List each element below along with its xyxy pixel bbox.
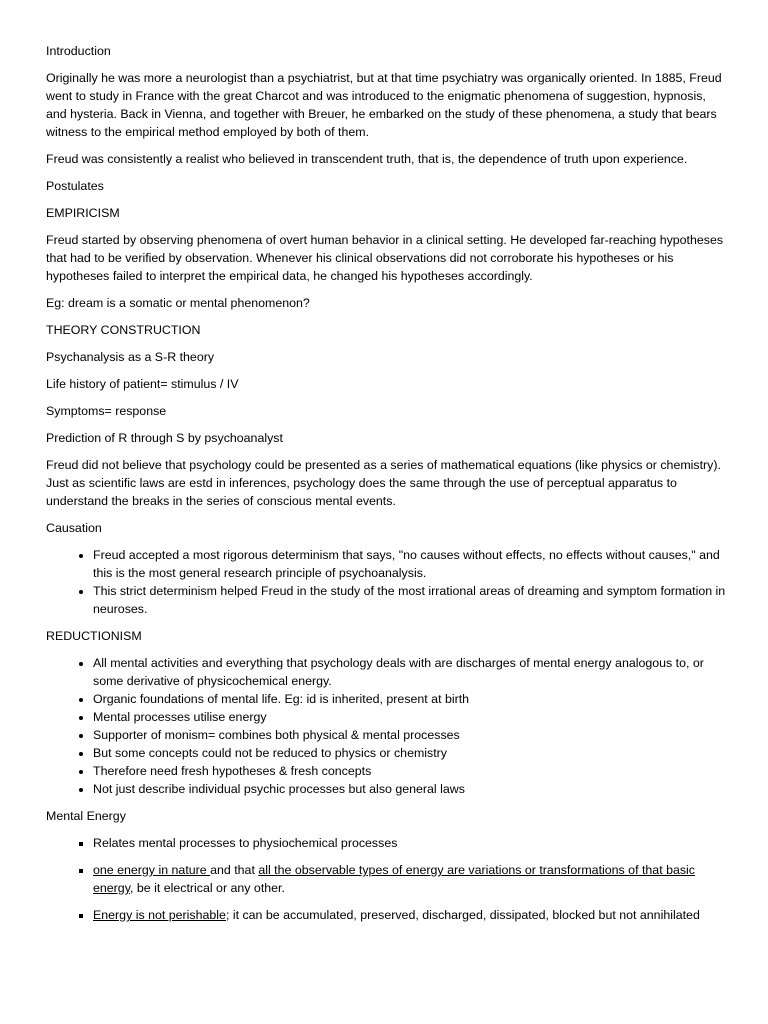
underlined-text: one energy in nature [93,863,211,877]
list-item-text: , be it electrical or any other. [129,881,285,895]
life-history-line: Life history of patient= stimulus / IV [46,377,239,391]
sr-theory-line: Psychanalysis as a S-R theory [46,350,215,364]
heading-theory-construction: THEORY CONSTRUCTION [46,323,201,337]
heading-mental-energy: Mental Energy [46,809,126,823]
list-item: • Organic foundations of mental life. Eg: id is inherited, present at birth [93,690,728,708]
underlined-text: Energy is not perishable [93,908,226,922]
heading-reductionism: REDUCTIONISM [46,629,142,643]
intro-paragraph: Originally he was more a neurologist than a psychiatrist, but at that time psychiatry was organically oriented. In 1885, Freud went to study in France with the great Charcot and was introduced to the enigmatic phenomena of suggestion, hypnosis, and hysteria. Back in Vienna, and together with Breuer, he embarked on the study of these phenomena, a study that bears witness to the empirical method employed by both of them. [46,71,722,139]
list-item: • All mental activities and everything that psychology deals with are discharges of mental energy analogous to, or some derivative of physicochemical energy. [93,654,728,690]
symptoms-line: Symptoms= response [46,404,167,418]
realist-paragraph: Freud was consistently a realist who believed in transcendent truth, that is, the dependence of truth upon experience. [46,152,688,166]
list-item: • Supporter of monism= combines both physical & mental processes [93,726,728,744]
list-item: ▪ Relates mental processes to physiochemical processes [93,834,728,852]
heading-introduction: Introduction [46,44,111,58]
reductionism-list [46,654,728,798]
mathematics-paragraph: Freud did not believe that psychology could be presented as a series of mathematical equations (like physics or chemistry). Just as scientific laws are estd in inferences, psychology does the same through the use of perceptual apparatus to understand the breaks in the series of conscious mental events. [46,458,721,508]
empiricism-paragraph: Freud started by observing phenomena of overt human behavior in a clinical setting. He developed far-reaching hypotheses that had to be verified by observation. Whenever his clinical observations did not corroborate his hypotheses or his hypotheses failed to interpret the empirical data, he changed his hypotheses accordingly. [46,233,724,283]
heading-empiricism: EMPIRICISM [46,206,120,220]
list-item-text: ; it can be accumulated, preserved, discharged, dissipated, blocked but not annihilated [225,908,700,922]
list-item: • But some concepts could not be reduced to physics or chemistry [93,744,728,762]
underlined-text: all the observable types of energy are variations or transformations of that basic energy [93,863,695,895]
list-item: • Not just describe individual psychic processes but also general laws [93,780,728,798]
list-item: • Freud accepted a most rigorous determinism that says, "no causes without effects, no effects without causes," and this is the most general research principle of psychoanalysis. [93,546,728,582]
prediction-line: Prediction of R through S by psychoanalyst [46,431,283,445]
list-item: • Therefore need fresh hypotheses & fresh concepts [93,762,728,780]
list-item [93,861,728,897]
heading-postulates: Postulates [46,179,104,193]
causation-list [46,546,728,618]
list-item [93,906,728,924]
heading-causation: Causation [46,521,102,535]
list-item-text: and that [210,863,259,877]
list-item: • Mental processes utilise energy [93,708,728,726]
mental-energy-list [46,834,728,924]
list-item: • This strict determinism helped Freud in the study of the most irrational areas of dreaming and symptom formation in neuroses. [93,582,728,618]
dream-example: Eg: dream is a somatic or mental phenomenon? [46,296,310,310]
